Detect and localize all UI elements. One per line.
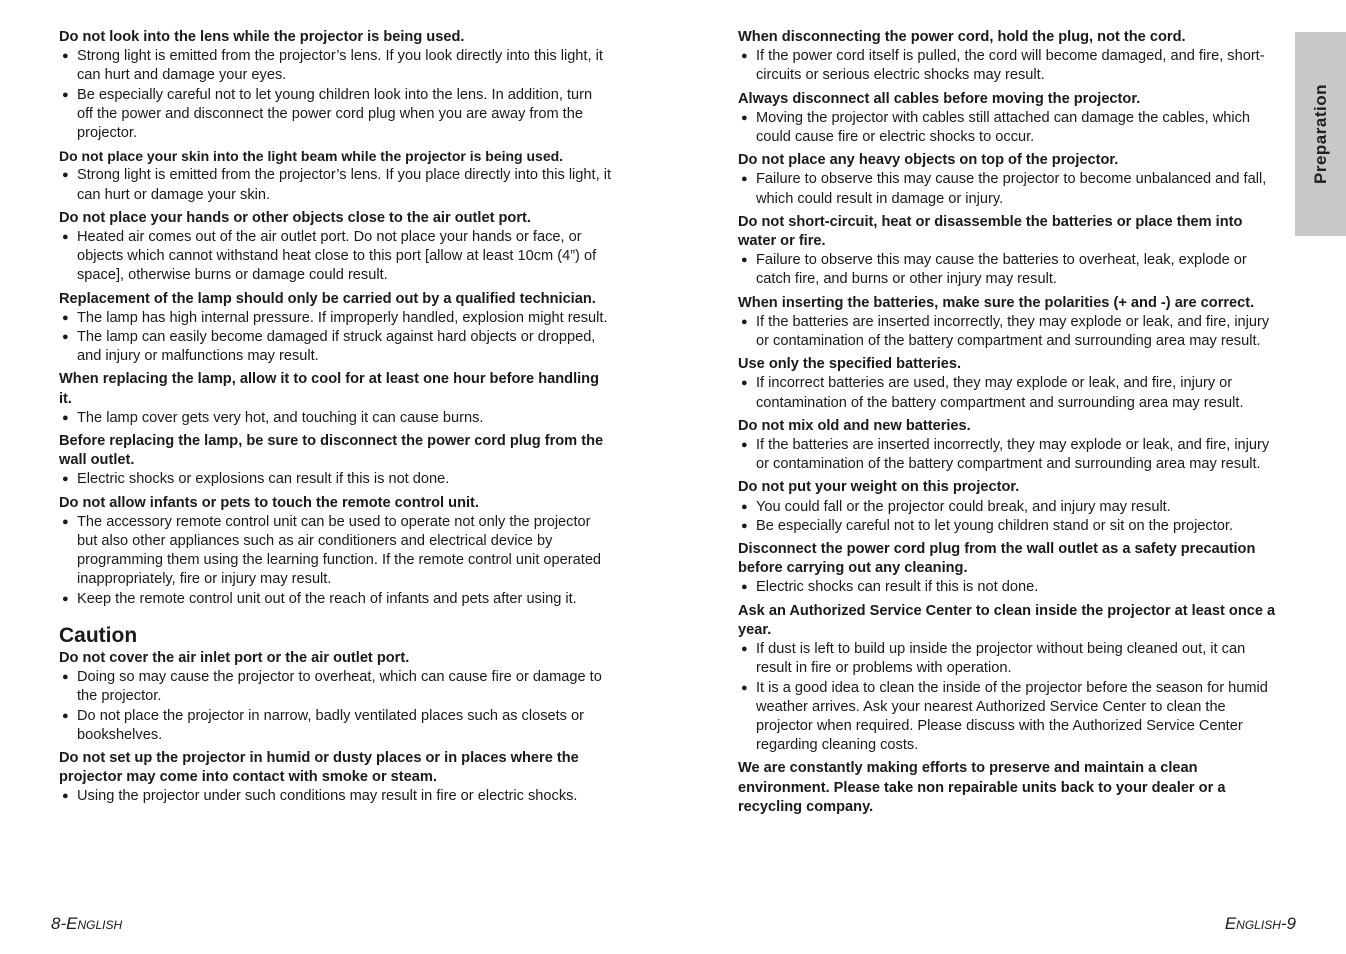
list-item: [738, 436, 1283, 474]
bullet-list: [738, 436, 1283, 474]
bullet-list: [59, 166, 611, 204]
bullet-list: [59, 513, 611, 609]
list-item: [738, 679, 1283, 756]
notice-heading: Always disconnect all cables before moving the projector.: [738, 90, 1141, 107]
bullet-list: [738, 109, 1283, 147]
bullet-dot-icon: ●: [62, 790, 69, 803]
page-number-left: [51, 914, 122, 934]
bullet-text: Failure to observe this may cause the projector to become unbalanced and fall, which could result in damage or injury.: [756, 171, 1267, 207]
bullet-text: Be especially careful not to let young children stand or sit on the projector.: [756, 517, 1234, 534]
bullet-list: [738, 498, 1283, 536]
bullet-text: If the power cord itself is pulled, the cord will become damaged, and fire, short-circuits or serious electric shocks may result.: [756, 48, 1265, 84]
bullet-text: If the batteries are inserted incorrectly, they may explode or leak, and fire, injury or contamination of the battery compartment and surrounding area may result.: [756, 313, 1270, 350]
bullet-text: You could fall or the projector could break, and injury may result.: [756, 498, 1171, 515]
bullet-dot-icon: ●: [741, 254, 748, 267]
bullet-dot-icon: ●: [62, 473, 69, 486]
notice-heading: When replacing the lamp, allow it to cool for at least one hour before handling it.: [59, 371, 600, 407]
list-item: [59, 47, 611, 85]
notice-heading: Do not cover the air inlet port or the air outlet port.: [59, 649, 410, 666]
bullet-dot-icon: ●: [741, 315, 748, 328]
bullet-dot-icon: ●: [741, 377, 748, 390]
notice-heading: Do not short-circuit, heat or disassemble the batteries or place them into water or fire.: [738, 213, 1243, 250]
bullet-list: [59, 228, 611, 286]
notice-block: [738, 478, 1283, 536]
list-item: [59, 590, 611, 609]
notice-block: [59, 432, 611, 490]
notice-heading: Do not allow infants or pets to touch the remote control unit.: [59, 494, 479, 511]
list-item: [59, 228, 611, 286]
notice-block: [738, 602, 1283, 756]
bullet-dot-icon: ●: [741, 581, 748, 594]
bullet-dot-icon: ●: [741, 439, 748, 452]
notice-heading: Do not place your skin into the light beam while the projector is being used.: [59, 148, 564, 165]
list-item: [738, 374, 1283, 412]
section-tab-label: Preparation: [1310, 84, 1330, 184]
bullet-list: [738, 313, 1283, 351]
notice-block: [738, 540, 1283, 598]
bullet-text: If incorrect batteries are used, they may explode or leak, and fire, injury or contamination of the battery compartment and surrounding area may result.: [756, 375, 1244, 411]
left-cautions-list: [59, 649, 611, 807]
bullet-dot-icon: ●: [62, 411, 69, 424]
bullet-list: [59, 668, 611, 745]
bullet-dot-icon: ●: [62, 50, 69, 63]
bullet-dot-icon: ●: [62, 709, 69, 722]
notice-block: [59, 209, 611, 286]
notice-block: [59, 147, 611, 205]
bullet-text: Heated air comes out of the air outlet port. Do not place your hands or face, or objects which cannot withstand heat close to this port [allow at least 10cm (4”) of space], otherwise burns or damage could result.: [77, 229, 597, 284]
list-item: [738, 498, 1283, 517]
section-tab: [1295, 32, 1346, 236]
page-number-right: [1225, 914, 1296, 934]
list-item: [738, 640, 1283, 678]
bullet-dot-icon: ●: [741, 500, 748, 513]
bullet-text: Electric shocks can result if this is not done.: [756, 579, 1039, 596]
right-column: [738, 28, 1283, 817]
bullet-list: [59, 309, 611, 367]
bullet-text: Do not place the projector in narrow, badly ventilated places such as closets or bookshelves.: [77, 707, 585, 743]
bullet-list: [59, 470, 611, 489]
language-label: English: [1224, 914, 1281, 933]
bullet-dot-icon: ●: [741, 111, 748, 124]
notice-heading: Replacement of the lamp should only be carried out by a qualified technician.: [59, 290, 596, 307]
list-item: [738, 517, 1283, 536]
bullet-text: If the batteries are inserted incorrectly, they may explode or leak, and fire, injury or contamination of the battery compartment and surrounding area may result.: [756, 437, 1270, 473]
list-item: [738, 251, 1283, 289]
bullet-text: Keep the remote control unit out of the reach of infants and pets after using it.: [77, 590, 577, 607]
left-column: [59, 28, 611, 811]
bullet-dot-icon: ●: [741, 173, 748, 186]
notice-heading: Ask an Authorized Service Center to clean inside the projector at least once a year.: [738, 602, 1276, 638]
notice-block: [738, 294, 1283, 352]
notice-heading: Disconnect the power cord plug from the wall outlet as a safety precaution before carrying out any cleaning.: [738, 541, 1256, 577]
bullet-list: [738, 47, 1283, 85]
list-item: [738, 109, 1283, 147]
list-item: [59, 668, 611, 706]
list-item: [59, 470, 611, 489]
bullet-list: [738, 374, 1283, 412]
bullet-dot-icon: ●: [62, 88, 69, 101]
list-item: [59, 328, 611, 366]
bullet-dot-icon: ●: [62, 671, 69, 684]
notice-block: [738, 90, 1283, 148]
bullet-list: [738, 640, 1283, 755]
right-cautions-list: [738, 28, 1283, 755]
bullet-text: Failure to observe this may cause the batteries to overheat, leak, explode or catch fire, and burns or other injury may result.: [756, 252, 1247, 288]
bullet-dot-icon: ●: [741, 681, 748, 694]
notice-block: [738, 213, 1283, 290]
bullet-dot-icon: ●: [62, 311, 69, 324]
notice-heading: Do not look into the lens while the projector is being used.: [59, 29, 465, 45]
list-item: [738, 170, 1283, 208]
bullet-text: It is a good idea to clean the inside of the projector before the season for humid weather arrives. Ask your nearest Authorized Service Center to clean the projector when required. Please discuss with the Authorized Service Center regarding cleaning costs.: [756, 679, 1268, 754]
bullet-list: [738, 251, 1283, 289]
bullet-text: Moving the projector with cables still attached can damage the cables, which could cause fire or electric shocks to occur.: [756, 109, 1251, 146]
bullet-dot-icon: ●: [741, 519, 748, 532]
list-item: [59, 787, 611, 806]
bullet-list: [59, 47, 611, 143]
bullet-text: Strong light is emitted from the projector’s lens. If you look directly into this light, it can hurt and damage your eyes.: [77, 48, 603, 84]
list-item: [738, 313, 1283, 351]
bullet-dot-icon: ●: [62, 231, 69, 244]
list-item: [59, 86, 611, 144]
notice-heading: Do not place your hands or other objects close to the air outlet port.: [59, 209, 531, 226]
closing-note: We are constantly making efforts to preserve and maintain a clean environment. Please take non repairable units back to your dealer or a recycling company.: [738, 760, 1226, 815]
list-item: [59, 166, 611, 204]
bullet-text: If dust is left to build up inside the projector without being cleaned out, it can result in fire or problems with operation.: [756, 641, 1246, 677]
notice-block: [59, 749, 611, 807]
notice-block: [59, 370, 611, 428]
bullet-text: The lamp cover gets very hot, and touching it can cause burns.: [77, 409, 484, 426]
notice-heading: Do not mix old and new batteries.: [738, 417, 971, 434]
bullet-text: Electric shocks or explosions can result if this is not done.: [77, 471, 450, 488]
bullet-text: Strong light is emitted from the projector’s lens. If you place directly into this light, it can hurt or damage your skin.: [77, 167, 611, 203]
notice-block: [59, 494, 611, 609]
warnings-list: [59, 28, 611, 609]
notice-block: [59, 649, 611, 745]
list-item: [59, 707, 611, 745]
bullet-text: Be especially careful not to let young children look into the lens. In addition, turn off the power and disconnect the power cord plug when you are away from the projector.: [77, 86, 593, 142]
page-number: -9: [1280, 914, 1296, 933]
bullet-dot-icon: ●: [62, 515, 69, 528]
bullet-text: The accessory remote control unit can be used to operate not only the projector but also other appliances such as air conditioners and electrical device by programming them using the learning function. If the remote control unit operated inappropriately, fire or injury may result.: [77, 513, 602, 588]
notice-block: [59, 28, 611, 143]
notice-heading: Before replacing the lamp, be sure to disconnect the power cord plug from the wall outlet.: [59, 433, 604, 469]
language-label: English: [66, 914, 123, 933]
list-item: [59, 409, 611, 428]
bullet-list: [59, 787, 611, 806]
bullet-text: Using the projector under such conditions may result in fire or electric shocks.: [77, 788, 578, 805]
bullet-list: [738, 578, 1283, 597]
list-item: [738, 47, 1283, 85]
notice-heading: When disconnecting the power cord, hold the plug, not the cord.: [738, 29, 1186, 45]
notice-heading: Do not place any heavy objects on top of the projector.: [738, 152, 1119, 169]
bullet-text: The lamp can easily become damaged if struck against hard objects or dropped, and injury or malfunctions may result.: [77, 329, 596, 365]
list-item: [59, 309, 611, 328]
bullet-list: [738, 170, 1283, 208]
bullet-text: The lamp has high internal pressure. If improperly handled, explosion might result.: [77, 309, 608, 326]
notice-heading: Use only the specified batteries.: [738, 356, 962, 373]
notice-block: [738, 417, 1283, 475]
page-number: 8-: [51, 914, 67, 933]
bullet-dot-icon: ●: [62, 169, 69, 182]
caution-title: Caution: [59, 623, 138, 647]
bullet-text: Doing so may cause the projector to overheat, which can cause fire or damage to the projector.: [77, 669, 602, 705]
list-item: [738, 578, 1283, 597]
notice-block: [738, 151, 1283, 209]
notice-heading: When inserting the batteries, make sure the polarities (+ and -) are correct.: [738, 294, 1255, 311]
notice-block: [59, 290, 611, 367]
list-item: [59, 513, 611, 590]
notice-heading: Do not put your weight on this projector.: [738, 479, 1020, 496]
bullet-dot-icon: ●: [62, 331, 69, 344]
notice-block: [738, 355, 1283, 413]
bullet-dot-icon: ●: [62, 592, 69, 605]
bullet-list: [59, 409, 611, 428]
notice-heading: Do not set up the projector in humid or dusty places or in places where the projector may come into contact with smoke or steam.: [59, 749, 579, 786]
bullet-dot-icon: ●: [741, 50, 748, 63]
bullet-dot-icon: ●: [741, 643, 748, 656]
notice-block: [738, 28, 1283, 86]
